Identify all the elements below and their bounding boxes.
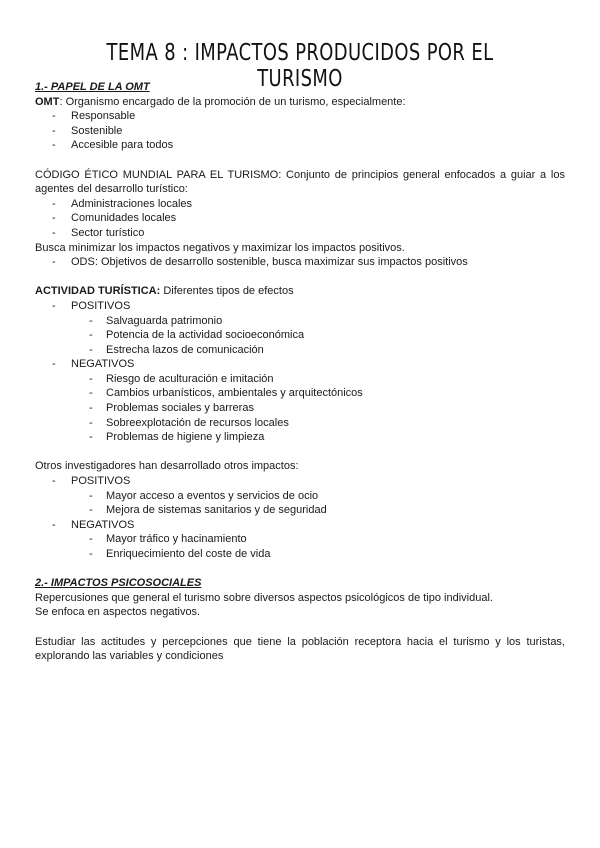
omt-term: OMT: [35, 95, 60, 108]
list-item: - Mayor acceso a eventos y servicios de ocio: [35, 489, 565, 504]
list-item: - Administraciones locales: [35, 197, 565, 212]
omt-definition: [35, 95, 565, 110]
section-heading-omt: 1.- PAPEL DE LA OMT: [35, 81, 150, 93]
list-item: - Enriquecimiento del coste de vida: [35, 547, 565, 562]
list-item: - Salvaguarda patrimonio: [35, 314, 565, 329]
otros-positivos-label: - POSITIVOS: [35, 474, 565, 489]
list-item: - Cambios urbanísticos, ambientales y arquitectónicos: [35, 386, 565, 401]
list-item: - Problemas de higiene y limpieza: [35, 430, 565, 445]
list-item: - Sostenible: [35, 124, 565, 139]
page-title: TEMA 8 : IMPACTOS PRODUCIDOS POR EL TURISMO: [106, 40, 494, 92]
list-item: - Problemas sociales y barreras: [35, 401, 565, 416]
actividad-turistica: [35, 284, 565, 299]
list-item: - Potencia de la actividad socioeconómica: [35, 328, 565, 343]
document-body: [35, 80, 565, 664]
otros-investigadores: Otros investigadores han desarrollado otros impactos:: [35, 460, 299, 473]
omt-definition-text: : Organismo encargado de la promoción de un turismo, especialmente:: [59, 95, 406, 108]
section-heading-psicosociales: 2.- IMPACTOS PSICOSOCIALES: [35, 577, 202, 590]
list-item: - Sobreexplotación de recursos locales: [35, 416, 565, 431]
actividad-definition: Diferentes tipos de efectos: [160, 285, 294, 298]
estudiar-paragraph: Estudiar las actitudes y percepciones que tiene la población receptora hacia el turismo y los turistas, explorando las variables y condiciones: [35, 635, 565, 663]
list-item: - Responsable: [35, 109, 565, 124]
list-item-ods: - ODS: Objetivos de desarrollo sostenible, busca maximizar sus impactos positivos: [35, 255, 565, 270]
otros-negativos-label: - NEGATIVOS: [35, 518, 565, 533]
actividad-term: ACTIVIDAD TURÍSTICA:: [35, 285, 161, 298]
list-item: - Mayor tráfico y hacinamiento: [35, 532, 565, 547]
repercusiones-line: Repercusiones que general el turismo sobre diversos aspectos psicológicos de tipo individual.: [35, 591, 493, 604]
list-item: - Estrecha lazos de comunicación: [35, 343, 565, 358]
busca-paragraph: Busca minimizar los impactos negativos y maximizar los impactos positivos.: [35, 241, 405, 254]
list-item: - Mejora de sistemas sanitarios y de seguridad: [35, 503, 565, 518]
list-item: - Sector turístico: [35, 226, 565, 241]
positivos-label: - POSITIVOS: [35, 299, 565, 314]
list-item: - Riesgo de aculturación e imitación: [35, 372, 565, 387]
codigo-etico-paragraph: CÓDIGO ÉTICO MUNDIAL PARA EL TURISMO: Conjunto de principios general enfocados a guiar a los agentes del desarrollo turístico:: [35, 168, 565, 196]
enfoque-line: Se enfoca en aspectos negativos.: [35, 606, 201, 619]
list-item: - Comunidades locales: [35, 211, 565, 226]
negativos-label: - NEGATIVOS: [35, 357, 565, 372]
list-item: - Accesible para todos: [35, 138, 565, 153]
